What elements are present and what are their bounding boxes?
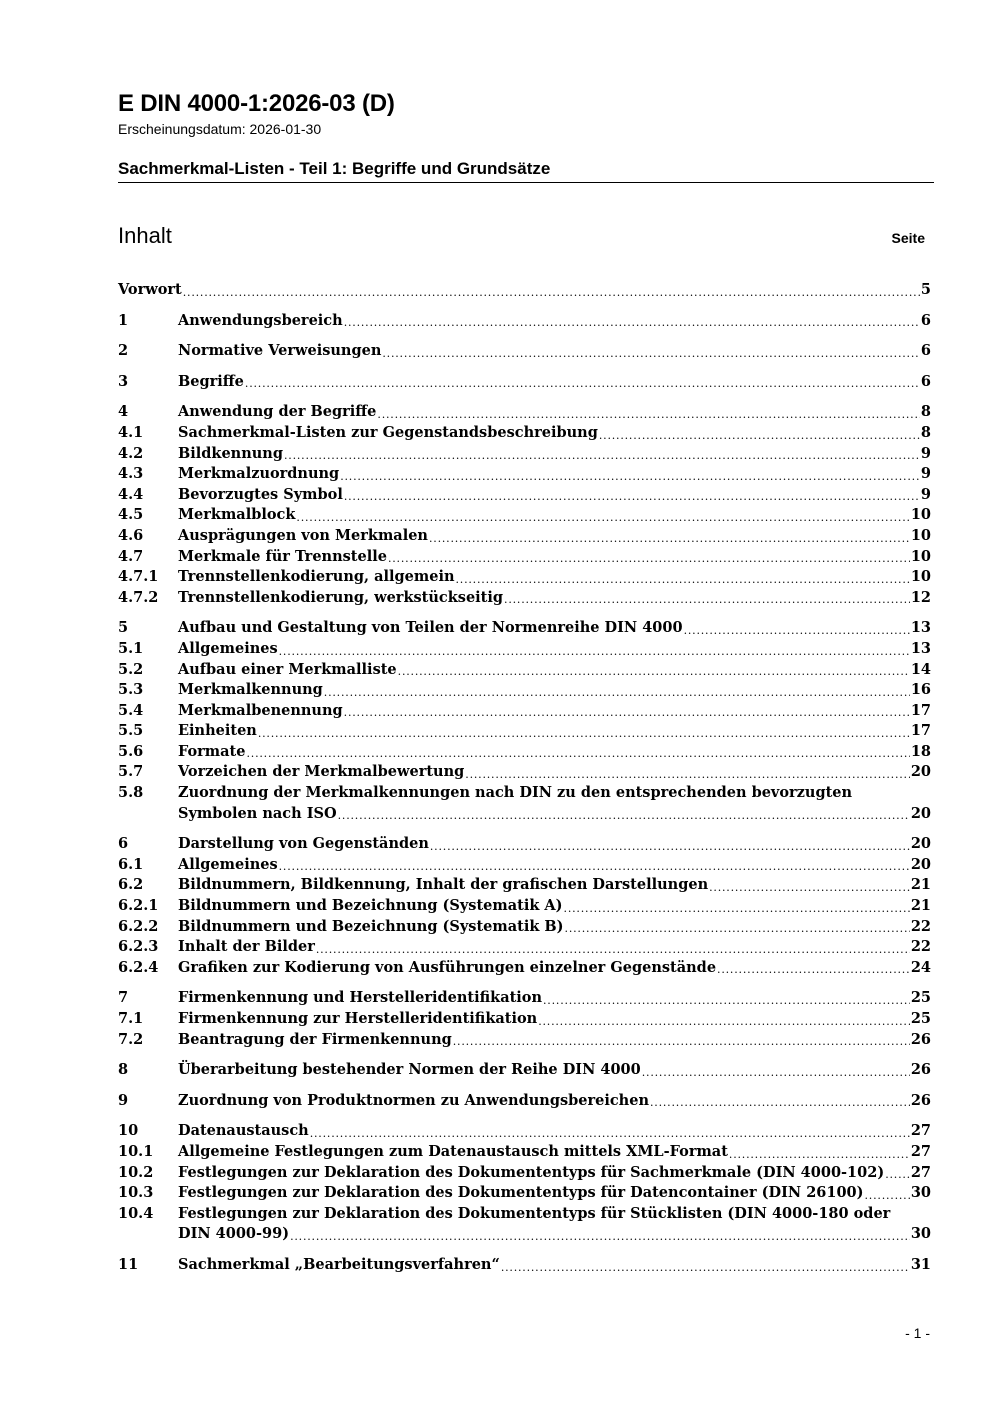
toc-entry-number: 7 (118, 989, 129, 1007)
toc-entry[interactable] (118, 917, 931, 938)
toc-entry-number: 10.2 (118, 1163, 154, 1181)
toc-entry-title-wrap (178, 485, 921, 506)
toc-entry-page: 30 (910, 1225, 931, 1243)
toc-entry-number: 9 (118, 1091, 129, 1109)
toc-entry-title: Sachmerkmal „Bearbeitungsverfahren“ (178, 1255, 500, 1273)
toc-entry-title-wrap (178, 721, 911, 742)
toc-entry-number: 5 (118, 619, 129, 637)
toc-entry-page: 6 (920, 311, 931, 329)
toc-entry[interactable] (118, 547, 931, 568)
toc-entry-number: 6 (118, 835, 129, 853)
toc-entry-title-wrap (178, 1142, 911, 1163)
toc-entry-title: Aufbau und Gestaltung von Teilen der Normenreihe DIN 4000 (178, 619, 683, 637)
toc-entry-title: Beantragung der Firmenkennung (178, 1030, 452, 1048)
toc-entry-title: Bevorzugtes Symbol (178, 485, 343, 503)
publication-date: Erscheinungsdatum: 2026-01-30 (118, 121, 322, 137)
toc-entry-number: 7.1 (118, 1010, 144, 1027)
toc-leader-dots (684, 622, 910, 639)
toc-entry-title-wrap (178, 1009, 911, 1030)
toc-entry[interactable] (118, 588, 931, 609)
toc-entry-number: 4.7 (118, 547, 144, 565)
toc-entry[interactable] (118, 1183, 931, 1204)
toc-entry-title-wrap (178, 618, 911, 639)
toc-entry[interactable] (118, 1121, 931, 1142)
toc-entry-page: 9 (920, 444, 931, 462)
toc-entry-number: 7.2 (118, 1030, 144, 1048)
toc-entry-title: Einheiten (178, 722, 257, 740)
toc-entry-page: 17 (910, 701, 931, 719)
toc-leader-dots (709, 879, 910, 896)
toc-entry-page: 26 (910, 1061, 931, 1079)
toc-entry-number: 10.3 (118, 1184, 154, 1202)
toc-entry-title-wrap (178, 341, 921, 362)
toc-entry-title: Merkmale für Trennstelle (178, 547, 387, 565)
toc-entry-page: 10 (910, 547, 931, 565)
toc-entry-number: 5.3 (118, 681, 144, 699)
toc-entry-title-wrap (178, 1204, 931, 1245)
toc-entry-page: 6 (920, 342, 931, 360)
toc-entry[interactable] (118, 896, 931, 917)
page-number: - 1 - (905, 1325, 930, 1341)
toc-entry[interactable] (118, 464, 931, 485)
toc-entry-page: 17 (910, 722, 931, 740)
toc-entry[interactable] (118, 762, 931, 783)
toc-entry-title: Bildnummern und Bezeichnung (Systematik A) (178, 897, 563, 915)
toc-entry-title-wrap (118, 280, 921, 301)
toc-entry-number: 5.1 (118, 639, 144, 657)
toc-entry-title: Datenaustausch (178, 1122, 309, 1140)
toc-entry-number: 5.4 (118, 701, 144, 719)
toc-entry-number: 6.2.3 (118, 938, 159, 956)
toc-entry-title-wrap (178, 988, 911, 1009)
toc-entry-page: 27 (910, 1142, 931, 1160)
toc-entry-title-wrap (178, 896, 911, 917)
toc-entry-page: 10 (910, 568, 931, 586)
toc-entry-title-wrap (178, 834, 911, 855)
toc-entry-title: Grafiken zur Kodierung von Ausführungen einzelner Gegenstände (178, 958, 717, 976)
toc-entry[interactable] (118, 639, 931, 660)
toc-entry-page: 20 (910, 855, 931, 873)
toc-leader-dots (650, 1094, 910, 1111)
toc-entry-page: 8 (920, 403, 931, 421)
toc-leader-dots (344, 314, 920, 331)
toc-entry-title-wrap (178, 1030, 911, 1051)
toc-entry[interactable] (118, 485, 931, 506)
toc-leader-dots (885, 1166, 910, 1183)
toc-entry-title: Allgemeines (178, 639, 278, 657)
toc-entry[interactable] (118, 423, 931, 444)
toc-entry-title: Merkmalkennung (178, 681, 323, 699)
document-id: E DIN 4000-1:2026-03 (D) (118, 90, 395, 117)
toc-entry-title: Firmenkennung und Herstelleridentifikation (178, 989, 543, 1007)
toc-entry[interactable] (118, 1204, 931, 1245)
toc-entry[interactable] (118, 1163, 931, 1184)
toc-entry[interactable] (118, 958, 931, 979)
toc-entry-title: Inhalt der Bilder (178, 938, 315, 956)
toc-leader-dots (279, 643, 910, 660)
toc-entry-title: Begriffe (178, 372, 244, 390)
toc-entry-page: 31 (910, 1255, 931, 1273)
toc-leader-dots (504, 591, 910, 608)
toc-entry[interactable] (118, 1060, 931, 1081)
toc-entry-title-wrap (178, 875, 911, 896)
toc-leader-dots (344, 488, 920, 505)
toc-entry[interactable] (118, 834, 931, 855)
toc-entry-page: 10 (910, 526, 931, 544)
toc-entry-title-wrap (178, 680, 911, 701)
toc-entry-page: 26 (910, 1091, 931, 1109)
toc-entry-title-wrap (178, 588, 911, 609)
toc-entry-title: Vorzeichen der Merkmalbewertung (178, 763, 465, 781)
toc-entry-page: 21 (910, 876, 931, 894)
toc-entry-page: 6 (920, 372, 931, 390)
toc-entry-title: Sachmerkmal-Listen zur Gegenstandsbeschreibung (178, 423, 598, 441)
toc-entry[interactable] (118, 1030, 931, 1051)
toc-entry-page: 22 (910, 938, 931, 956)
toc-entry[interactable] (118, 505, 931, 526)
toc-entry[interactable] (118, 1091, 931, 1112)
toc-entry-title: Formate (178, 742, 246, 760)
toc-leader-dots (316, 941, 910, 958)
toc-entry-page: 27 (910, 1163, 931, 1181)
toc-entry-title-wrap (178, 547, 911, 568)
toc-entry-page: 10 (910, 506, 931, 524)
toc-entry-number: 10 (118, 1122, 139, 1140)
toc-entry-title: Anwendung der Begriffe (178, 403, 377, 421)
toc-heading: Inhalt (118, 223, 172, 248)
toc-entry-title-wrap (178, 917, 911, 938)
toc-entry[interactable] (118, 875, 931, 896)
toc-leader-dots (310, 1125, 910, 1142)
toc-entry-title-wrap (178, 1255, 911, 1276)
toc-entry-title: Darstellung von Gegenständen (178, 835, 429, 853)
toc-entry-number: 10.4 (118, 1204, 154, 1222)
toc-entry-page: 18 (910, 742, 931, 760)
toc-entry[interactable] (118, 372, 931, 393)
toc-entry[interactable] (118, 680, 931, 701)
toc-entry-page: 16 (910, 681, 931, 699)
toc-entry-number: 2 (118, 342, 129, 360)
toc-entry-title-line2: DIN 4000-99) (178, 1225, 290, 1243)
toc-entry-number: 6.2.2 (118, 917, 159, 935)
toc-entry-number: 4.2 (118, 444, 144, 462)
toc-entry-title: Normative Verweisungen (178, 342, 382, 360)
toc-entry-title-wrap (178, 660, 911, 681)
toc-entry-page: 30 (910, 1184, 931, 1202)
toc-entry-title: Ausprägungen von Merkmalen (178, 526, 428, 544)
toc-leader-dots (344, 704, 910, 721)
toc-leader-dots (599, 427, 920, 444)
toc-entry[interactable] (118, 1142, 931, 1163)
toc-entry-page: 25 (910, 989, 931, 1007)
toc-entry-title: Zuordnung der Merkmalkennungen nach DIN zu den entsprechenden bevorzugten (178, 784, 853, 802)
toc-leader-dots (245, 375, 920, 392)
toc-entry[interactable] (118, 855, 931, 876)
toc-entry-title-wrap (178, 423, 921, 444)
toc-entry-title: Bildnummern, Bildkennung, Inhalt der grafischen Darstellungen (178, 876, 709, 894)
toc-leader-dots (377, 406, 920, 423)
toc-leader-dots (388, 550, 910, 567)
toc-entry-title-line2: Symbolen nach ISO (178, 804, 337, 822)
toc-leader-dots (324, 684, 910, 701)
toc-entry-title: Überarbeitung bestehender Normen der Reihe DIN 4000 (178, 1061, 641, 1079)
toc-entry-page: 5 (920, 281, 931, 298)
toc-leader-dots (865, 1187, 910, 1204)
toc-entry-title-wrap (178, 1183, 911, 1204)
toc-leader-dots (340, 468, 920, 485)
toc-entry-title-wrap (178, 1060, 911, 1081)
toc-leader-dots (246, 745, 909, 762)
toc-leader-dots (429, 530, 910, 547)
toc-entry-title-wrap (178, 742, 911, 763)
toc-entry-number: 4.5 (118, 506, 144, 524)
toc-leader-dots (642, 1064, 910, 1081)
toc-entry-page: 22 (910, 917, 931, 935)
toc-entry-title-wrap (178, 444, 921, 465)
toc-entry[interactable] (118, 618, 931, 639)
toc-entry-title: Vorwort (118, 281, 182, 298)
toc-entry-title-wrap (178, 567, 911, 588)
toc-leader-dots (543, 992, 910, 1009)
toc-entry-page: 20 (910, 804, 931, 822)
toc-entry-title: Festlegungen zur Deklaration des Dokumententyps für Sachmerkmale (DIN 4000-102) (178, 1163, 885, 1181)
toc-entry-number: 4 (118, 403, 129, 421)
toc-leader-dots (565, 920, 910, 937)
toc-entry-title-wrap (178, 639, 911, 660)
toc-entry[interactable] (118, 701, 931, 722)
toc-entry-title: Merkmalblock (178, 506, 296, 524)
toc-entry-page: 14 (910, 660, 931, 678)
toc-entry-number: 5.5 (118, 722, 144, 740)
toc-entry-title: Festlegungen zur Deklaration des Dokumententyps für Datencontainer (DIN 26100) (178, 1184, 864, 1202)
toc-entry-number: 8 (118, 1061, 129, 1079)
toc-entry-number: 4.7.1 (118, 568, 159, 586)
toc-entry-title: Aufbau einer Merkmalliste (178, 660, 397, 678)
toc-entry[interactable] (118, 526, 931, 547)
toc-entry-page: 27 (910, 1122, 931, 1140)
toc-entry-page: 20 (910, 763, 931, 781)
document-subtitle: Sachmerkmal-Listen - Teil 1: Begriffe und Grundsätze (118, 159, 934, 183)
toc-entry-title: Festlegungen zur Deklaration des Dokumententyps für Stücklisten (DIN 4000-180 oder (178, 1204, 891, 1222)
toc-leader-dots (279, 858, 910, 875)
toc-entry[interactable] (118, 937, 931, 958)
toc-entry-title: Trennstellenkodierung, allgemein (178, 568, 455, 586)
toc-leader-dots (398, 663, 910, 680)
toc-leader-dots (456, 571, 910, 588)
toc-entry-page: 9 (920, 485, 931, 503)
toc-entry-number: 4.3 (118, 465, 144, 483)
toc-entry-title: Firmenkennung zur Herstelleridentifikation (178, 1010, 538, 1027)
toc-entry-page: 26 (910, 1030, 931, 1048)
toc-entry-title: Trennstellenkodierung, werkstückseitig (178, 588, 504, 606)
toc-entry-title-wrap (178, 783, 931, 824)
toc-entry-page: 9 (920, 465, 931, 483)
toc-entry-page: 12 (910, 588, 931, 606)
toc-entry-title: Bildkennung (178, 444, 283, 462)
toc-entry-title: Allgemeines (178, 855, 278, 873)
toc-entry[interactable] (118, 988, 931, 1009)
toc-entry-number: 6.2.4 (118, 958, 159, 976)
toc-leader-dots (290, 1228, 910, 1245)
toc-entry-title-wrap (178, 958, 911, 979)
toc-entry-title-wrap (178, 937, 911, 958)
toc-leader-dots (729, 1146, 910, 1163)
toc-entry[interactable] (118, 567, 931, 588)
toc-leader-dots (382, 345, 920, 362)
toc-entry-title-wrap (178, 701, 911, 722)
toc-entry[interactable] (118, 311, 931, 332)
toc-entry-title-continued (178, 1224, 931, 1245)
toc-leader-dots (284, 447, 920, 464)
toc-entry[interactable] (118, 341, 931, 362)
toc-entry[interactable] (118, 783, 931, 824)
toc-entry[interactable] (118, 742, 931, 763)
toc-entry-number: 3 (118, 372, 129, 390)
toc-leader-dots (717, 961, 910, 978)
toc-leader-dots (183, 284, 920, 301)
toc-entry-number: 1 (118, 311, 129, 329)
toc-entry-number: 6.2.1 (118, 897, 159, 915)
toc-entry[interactable] (118, 1255, 931, 1276)
toc-entry-number: 11 (118, 1255, 139, 1273)
toc-entry-number: 6.1 (118, 855, 144, 873)
toc-entry-title-wrap (178, 1121, 911, 1142)
toc-entry-title-wrap (178, 505, 911, 526)
toc-leader-dots (564, 900, 910, 917)
toc-entry-title-wrap (178, 762, 911, 783)
toc-leader-dots (501, 1259, 910, 1276)
toc-entry-title: Zuordnung von Produktnormen zu Anwendungsbereichen (178, 1091, 649, 1109)
toc-leader-dots (338, 807, 910, 824)
toc-entry-title: Bildnummern und Bezeichnung (Systematik B) (178, 917, 564, 935)
toc-leader-dots (453, 1033, 910, 1050)
toc-entry-title-wrap (178, 526, 911, 547)
toc-entry-title-wrap (178, 311, 921, 332)
toc-leader-dots (258, 725, 910, 742)
toc-entry-title: Merkmalbenennung (178, 701, 343, 719)
toc-entry-title: Anwendungsbereich (178, 311, 343, 329)
toc-entry-page: 8 (920, 423, 931, 441)
toc-entry-page: 25 (910, 1010, 931, 1027)
toc-entry-title: Allgemeine Festlegungen zum Datenaustausch mittels XML-Format (178, 1142, 728, 1160)
toc-entry-number: 5.7 (118, 763, 144, 781)
toc-entry-number: 5.6 (118, 742, 144, 760)
toc-entry-title: Merkmalzuordnung (178, 465, 340, 483)
toc-entry-number: 6.2 (118, 876, 144, 894)
toc-entry[interactable] (118, 721, 931, 742)
toc-entry-number: 10.1 (118, 1142, 154, 1160)
toc-leader-dots (538, 1013, 910, 1030)
table-of-contents (118, 280, 931, 1276)
toc-entry-page: 13 (910, 639, 931, 657)
toc-entry-number: 5.2 (118, 660, 144, 678)
toc-entry-page: 24 (910, 958, 931, 976)
toc-entry-title-wrap (178, 402, 921, 423)
toc-leader-dots (430, 838, 910, 855)
toc-entry-number: 5.8 (118, 784, 144, 802)
toc-entry[interactable] (118, 1009, 931, 1030)
toc-entry-number: 4.6 (118, 526, 144, 544)
toc-leader-dots (296, 509, 909, 526)
toc-entry-title-wrap (178, 855, 911, 876)
toc-entry[interactable] (118, 280, 931, 301)
toc-entry-title-wrap (178, 372, 921, 393)
toc-entry[interactable] (118, 402, 931, 423)
toc-entry-title-continued (178, 804, 931, 825)
toc-entry-page: 21 (910, 897, 931, 915)
toc-entry-title-wrap (178, 1163, 911, 1184)
toc-entry-number: 4.4 (118, 485, 144, 503)
toc-entry-page: 13 (910, 619, 931, 637)
page-column-label: Seite (891, 230, 925, 246)
toc-leader-dots (465, 766, 910, 783)
toc-entry-number: 4.1 (118, 423, 144, 441)
toc-entry-page: 20 (910, 835, 931, 853)
toc-entry-title-wrap (178, 1091, 911, 1112)
toc-entry[interactable] (118, 444, 931, 465)
toc-entry[interactable] (118, 660, 931, 681)
toc-entry-number: 4.7.2 (118, 588, 159, 606)
toc-entry-title-wrap (178, 464, 921, 485)
